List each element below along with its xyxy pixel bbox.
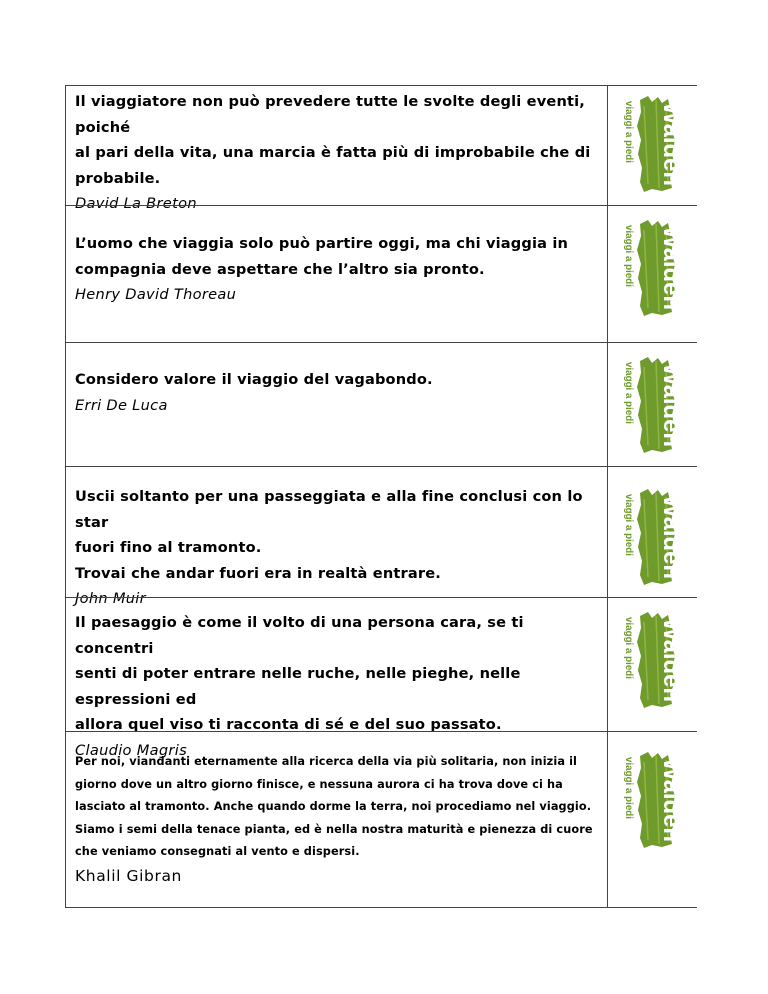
quote-author: Claudio Magris	[75, 741, 187, 759]
quote-row	[65, 85, 697, 212]
quote-line: Il paesaggio è come il volto di una persona cara, se ti concentri	[75, 614, 524, 657]
quote-line: L’uomo che viaggia solo può partire oggi, ma chi viaggia in	[75, 235, 569, 252]
brand-name: Walden	[658, 226, 685, 311]
brand-tagline: viaggi a piedi	[623, 101, 634, 165]
quote-line: compagnia deve aspettare che l’altro sia pronto.	[75, 260, 485, 278]
walden-brush-mark	[618, 750, 685, 850]
quote-line: al pari della vita, una marcia è fatta più di improbabile che di	[75, 144, 591, 161]
quote-cell	[65, 467, 608, 607]
quote-row	[65, 342, 697, 466]
logo-cell	[608, 343, 697, 466]
walden-logo	[618, 487, 685, 587]
logo-cell	[608, 86, 697, 205]
walden-logo	[618, 750, 685, 850]
quote-line: Trovai che andar fuori era in realtà entrare.	[75, 564, 441, 582]
walden-logo	[618, 218, 685, 318]
logo-cell	[608, 598, 697, 731]
quote-author: Khalil Gibran	[75, 866, 182, 885]
brand-tagline: viaggi a piedi	[623, 362, 634, 426]
brand-name: Walden	[658, 102, 685, 187]
quote-line: Uscii soltanto per una passeggiata e alla fine conclusi con lo star	[75, 488, 583, 531]
walden-logo	[618, 94, 685, 194]
quote-line: senti di poter entrare nelle ruche, nelle pieghe, nelle espressioni ed	[75, 665, 521, 708]
walden-brush-mark	[618, 355, 685, 455]
quote-line: giorno dove un altro giorno finisce, e nessuna aurora ci ha trova dove ci ha	[75, 777, 563, 791]
brand-name: Walden	[658, 758, 685, 843]
quote-cell	[65, 86, 608, 212]
quote-cell	[65, 598, 608, 759]
quote-author: John Muir	[75, 590, 146, 607]
quote-row	[65, 597, 697, 759]
quote-row	[65, 731, 697, 908]
quote-cell	[65, 343, 608, 466]
walden-brush-mark	[618, 610, 685, 710]
logo-cell	[608, 732, 697, 907]
quote-row	[65, 466, 697, 607]
logo-cell	[608, 206, 697, 342]
quote-author: Erri De Luca	[75, 396, 168, 414]
brand-name: Walden	[658, 363, 685, 448]
quote-line: fuori fino al tramonto.	[75, 539, 262, 556]
brand-tagline: viaggi a piedi	[623, 494, 634, 558]
quote-line: probabile.	[75, 169, 161, 187]
quote-cell	[65, 732, 608, 907]
brand-tagline: viaggi a piedi	[623, 617, 634, 681]
quote-line: lasciato al tramonto. Anche quando dorme la terra, noi procediamo nel viaggio.	[75, 800, 592, 814]
quote-line: Siamo i semi della tenace pianta, ed è nella nostra maturità e pienezza di cuore	[75, 822, 593, 836]
brand-name: Walden	[658, 618, 685, 703]
quote-cell	[65, 206, 608, 342]
quote-line: allora quel viso ti racconta di sé e del suo passato.	[75, 716, 502, 733]
brand-name: Walden	[658, 495, 685, 580]
quote-line: che veniamo consegnati al vento e dispersi.	[75, 845, 360, 859]
quote-line: Per noi, viandanti eternamente alla ricerca della via più solitaria, non inizia il	[75, 755, 578, 768]
quote-row	[65, 205, 697, 342]
brand-tagline: viaggi a piedi	[623, 757, 634, 821]
walden-logo	[618, 610, 685, 710]
logo-cell	[608, 467, 697, 597]
walden-brush-mark	[618, 487, 685, 587]
brand-tagline: viaggi a piedi	[623, 225, 634, 289]
quote-line: Considero valore il viaggio del vagabondo.	[75, 371, 433, 388]
walden-brush-mark	[618, 218, 685, 318]
walden-logo	[618, 355, 685, 455]
walden-brush-mark	[618, 94, 685, 194]
quote-author: David La Breton	[75, 195, 197, 212]
quote-line: Il viaggiatore non può prevedere tutte le svolte degli eventi, poiché	[75, 93, 585, 136]
quote-author: Henry David Thoreau	[75, 286, 237, 303]
